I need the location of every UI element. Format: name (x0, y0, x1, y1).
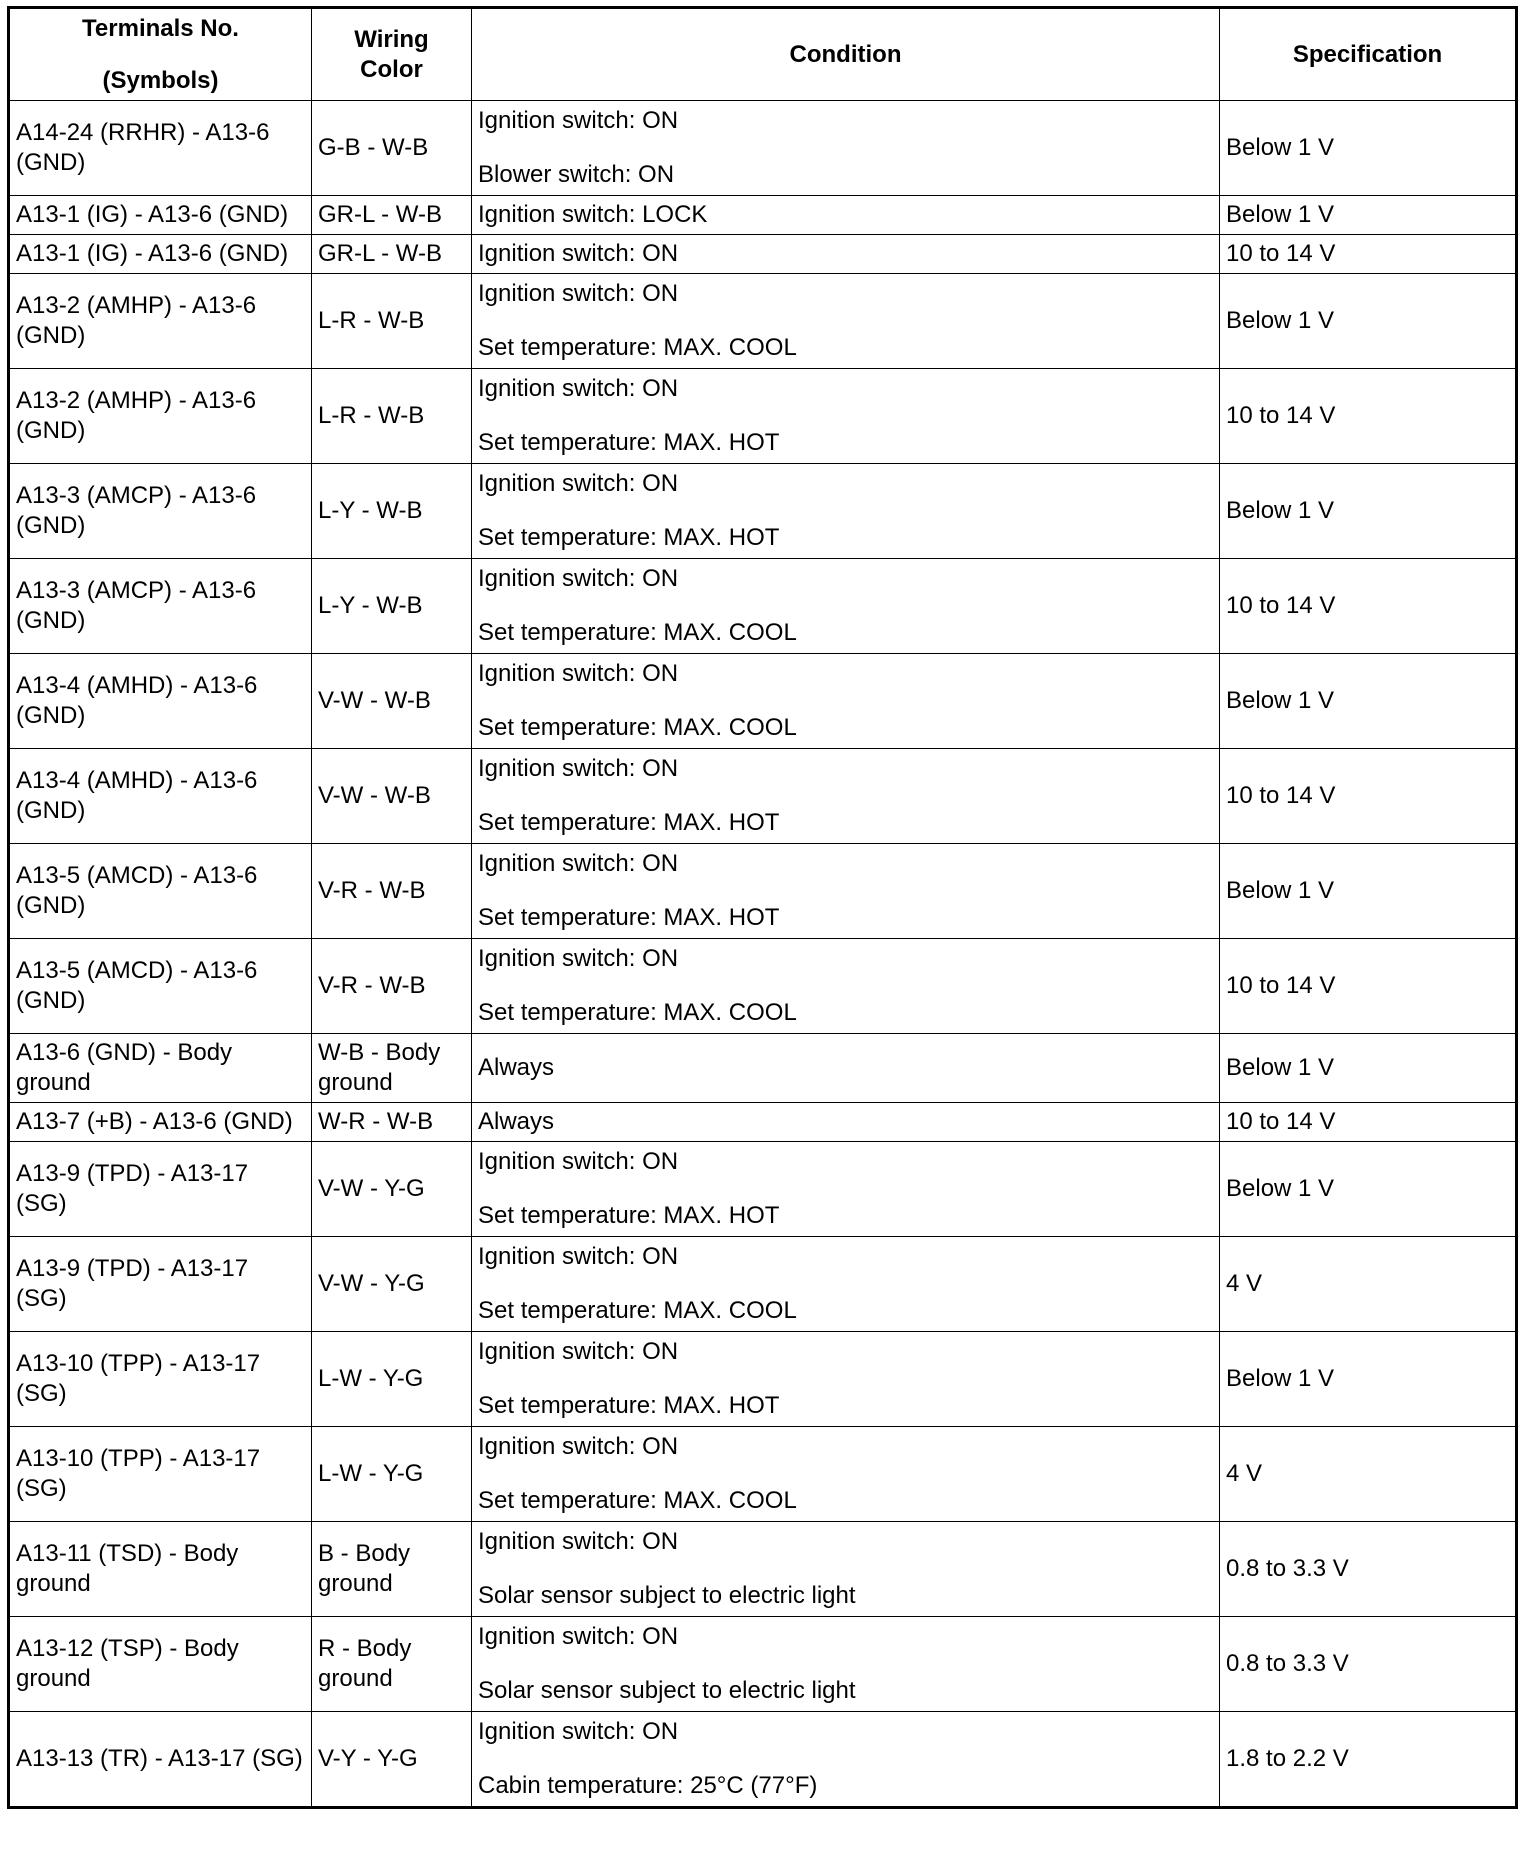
terminal-cell: A13-4 (AMHD) - A13-6 (GND) (9, 654, 312, 749)
condition-cell (472, 1522, 1220, 1617)
wiring-color-cell: V-R - W-B (312, 939, 472, 1034)
wiring-color-cell: L-W - Y-G (312, 1332, 472, 1427)
wiring-color-cell: L-Y - W-B (312, 559, 472, 654)
condition-line: Set temperature: MAX. HOT (478, 429, 780, 456)
table-row (9, 844, 1517, 939)
header-wiring-line1: Wiring (354, 25, 429, 53)
terminal-cell: A13-5 (AMCD) - A13-6 (GND) (9, 939, 312, 1034)
condition-line: Set temperature: MAX. COOL (478, 714, 797, 741)
condition-cell (472, 749, 1220, 844)
specification-cell: Below 1 V (1220, 196, 1517, 235)
condition-cell (472, 844, 1220, 939)
terminal-cell: A13-13 (TR) - A13-17 (SG) (9, 1712, 312, 1808)
table-row (9, 235, 1517, 274)
wiring-color-cell: W-R - W-B (312, 1103, 472, 1142)
table-row (9, 1103, 1517, 1142)
condition-line: Ignition switch: ON (478, 660, 679, 687)
table-row (9, 1522, 1517, 1617)
specification-cell: 10 to 14 V (1220, 235, 1517, 274)
specification-cell: Below 1 V (1220, 844, 1517, 939)
table-row (9, 654, 1517, 749)
specification-cell: Below 1 V (1220, 101, 1517, 196)
table-row (9, 1427, 1517, 1522)
condition-line: Ignition switch: ON (478, 1433, 679, 1460)
header-wiring-color (312, 8, 472, 101)
table-row (9, 1237, 1517, 1332)
condition-cell (472, 654, 1220, 749)
specification-cell: Below 1 V (1220, 274, 1517, 369)
condition-line: Ignition switch: ON (478, 1338, 679, 1365)
table-row (9, 1617, 1517, 1712)
specification-cell: 10 to 14 V (1220, 939, 1517, 1034)
condition-cell (472, 274, 1220, 369)
terminal-cell: A13-1 (IG) - A13-6 (GND) (9, 235, 312, 274)
wiring-color-cell: V-W - W-B (312, 749, 472, 844)
wiring-color-cell: W-B - Body ground (312, 1034, 472, 1103)
condition-line: Ignition switch: ON (478, 1243, 679, 1270)
table-row (9, 1332, 1517, 1427)
condition-cell (472, 1617, 1220, 1712)
wiring-color-cell: V-R - W-B (312, 844, 472, 939)
condition-cell (472, 196, 1220, 235)
terminal-cell: A13-9 (TPD) - A13-17 (SG) (9, 1142, 312, 1237)
condition-line: Ignition switch: ON (478, 755, 679, 782)
wiring-color-cell: R - Body ground (312, 1617, 472, 1712)
specification-cell: 4 V (1220, 1237, 1517, 1332)
terminal-cell: A13-3 (AMCP) - A13-6 (GND) (9, 464, 312, 559)
header-specification: Specification (1220, 8, 1517, 101)
table-row (9, 1034, 1517, 1103)
terminal-cell: A13-4 (AMHD) - A13-6 (GND) (9, 749, 312, 844)
terminal-cell: A13-2 (AMHP) - A13-6 (GND) (9, 274, 312, 369)
condition-cell (472, 1034, 1220, 1103)
condition-line: Ignition switch: ON (478, 565, 679, 592)
specification-cell: 10 to 14 V (1220, 369, 1517, 464)
condition-line: Set temperature: MAX. COOL (478, 999, 797, 1026)
condition-cell (472, 1427, 1220, 1522)
table-row (9, 196, 1517, 235)
table-row (9, 939, 1517, 1034)
specification-cell: 4 V (1220, 1427, 1517, 1522)
wiring-color-cell: GR-L - W-B (312, 235, 472, 274)
terminal-cell: A13-2 (AMHP) - A13-6 (GND) (9, 369, 312, 464)
condition-cell (472, 369, 1220, 464)
table-row (9, 1712, 1517, 1808)
specification-cell: 0.8 to 3.3 V (1220, 1522, 1517, 1617)
condition-cell (472, 101, 1220, 196)
wiring-color-cell: V-W - W-B (312, 654, 472, 749)
wiring-color-cell: V-W - Y-G (312, 1237, 472, 1332)
table-row (9, 274, 1517, 369)
condition-line: Set temperature: MAX. COOL (478, 1297, 797, 1324)
wiring-color-cell: G-B - W-B (312, 101, 472, 196)
wiring-color-cell: L-R - W-B (312, 274, 472, 369)
condition-line: Set temperature: MAX. HOT (478, 1392, 780, 1419)
terminal-cell: A13-7 (+B) - A13-6 (GND) (9, 1103, 312, 1142)
table-body (9, 101, 1517, 1808)
condition-line: Set temperature: MAX. COOL (478, 1487, 797, 1514)
specification-cell: Below 1 V (1220, 1142, 1517, 1237)
condition-line: Ignition switch: LOCK (478, 201, 708, 228)
header-condition: Condition (472, 8, 1220, 101)
condition-line: Ignition switch: ON (478, 945, 679, 972)
condition-line: Blower switch: ON (478, 161, 675, 188)
specification-cell: Below 1 V (1220, 1332, 1517, 1427)
condition-line: Solar sensor subject to electric light (478, 1582, 856, 1609)
condition-line: Always (478, 1108, 555, 1135)
table-row (9, 464, 1517, 559)
condition-line: Set temperature: MAX. HOT (478, 1202, 780, 1229)
condition-cell (472, 1237, 1220, 1332)
condition-line: Ignition switch: ON (478, 1528, 679, 1555)
condition-line: Ignition switch: ON (478, 240, 679, 267)
condition-line: Ignition switch: ON (478, 1623, 679, 1650)
header-row (9, 8, 1517, 101)
table-row (9, 101, 1517, 196)
condition-line: Always (478, 1054, 555, 1081)
condition-line: Set temperature: MAX. HOT (478, 524, 780, 551)
specification-cell: Below 1 V (1220, 464, 1517, 559)
condition-line: Ignition switch: ON (478, 470, 679, 497)
wiring-color-cell: L-R - W-B (312, 369, 472, 464)
wiring-color-cell: V-W - Y-G (312, 1142, 472, 1237)
condition-line: Set temperature: MAX. HOT (478, 904, 780, 931)
wiring-color-cell: V-Y - Y-G (312, 1712, 472, 1808)
condition-cell (472, 464, 1220, 559)
condition-cell (472, 559, 1220, 654)
terminal-spec-table (7, 6, 1518, 1809)
wiring-color-cell: L-W - Y-G (312, 1427, 472, 1522)
condition-line: Solar sensor subject to electric light (478, 1677, 856, 1704)
condition-cell (472, 1103, 1220, 1142)
condition-cell (472, 1332, 1220, 1427)
terminal-cell: A13-12 (TSP) - Body ground (9, 1617, 312, 1712)
header-terminals-line1: Terminals No. (82, 14, 239, 42)
condition-line: Ignition switch: ON (478, 1148, 679, 1175)
condition-cell (472, 235, 1220, 274)
condition-line: Set temperature: MAX. HOT (478, 809, 780, 836)
specification-cell: 1.8 to 2.2 V (1220, 1712, 1517, 1808)
condition-line: Set temperature: MAX. COOL (478, 619, 797, 646)
specification-cell: 10 to 14 V (1220, 1103, 1517, 1142)
condition-line: Ignition switch: ON (478, 280, 679, 307)
header-wiring-line2: Color (360, 55, 423, 83)
header-terminals-line2: (Symbols) (102, 66, 219, 94)
table-row (9, 1142, 1517, 1237)
specification-cell: 0.8 to 3.3 V (1220, 1617, 1517, 1712)
terminal-cell: A13-6 (GND) - Body ground (9, 1034, 312, 1103)
terminal-cell: A13-5 (AMCD) - A13-6 (GND) (9, 844, 312, 939)
specification-cell: Below 1 V (1220, 654, 1517, 749)
condition-cell (472, 1712, 1220, 1808)
wiring-color-cell: GR-L - W-B (312, 196, 472, 235)
wiring-color-cell: L-Y - W-B (312, 464, 472, 559)
specification-cell: 10 to 14 V (1220, 749, 1517, 844)
specification-cell: Below 1 V (1220, 1034, 1517, 1103)
terminal-cell: A13-10 (TPP) - A13-17 (SG) (9, 1427, 312, 1522)
header-terminals (9, 8, 312, 101)
condition-cell (472, 1142, 1220, 1237)
condition-line: Ignition switch: ON (478, 107, 679, 134)
condition-line: Ignition switch: ON (478, 375, 679, 402)
condition-line: Ignition switch: ON (478, 1718, 679, 1745)
terminal-cell: A13-1 (IG) - A13-6 (GND) (9, 196, 312, 235)
table-header (9, 8, 1517, 101)
specification-cell: 10 to 14 V (1220, 559, 1517, 654)
condition-line: Set temperature: MAX. COOL (478, 334, 797, 361)
table-row (9, 369, 1517, 464)
condition-line: Cabin temperature: 25°C (77°F) (478, 1772, 818, 1799)
condition-line: Ignition switch: ON (478, 850, 679, 877)
terminal-cell: A13-9 (TPD) - A13-17 (SG) (9, 1237, 312, 1332)
terminal-cell: A13-10 (TPP) - A13-17 (SG) (9, 1332, 312, 1427)
wiring-color-cell: B - Body ground (312, 1522, 472, 1617)
terminal-cell: A13-3 (AMCP) - A13-6 (GND) (9, 559, 312, 654)
table-row (9, 749, 1517, 844)
terminal-cell: A14-24 (RRHR) - A13-6 (GND) (9, 101, 312, 196)
terminal-cell: A13-11 (TSD) - Body ground (9, 1522, 312, 1617)
condition-cell (472, 939, 1220, 1034)
table-row (9, 559, 1517, 654)
